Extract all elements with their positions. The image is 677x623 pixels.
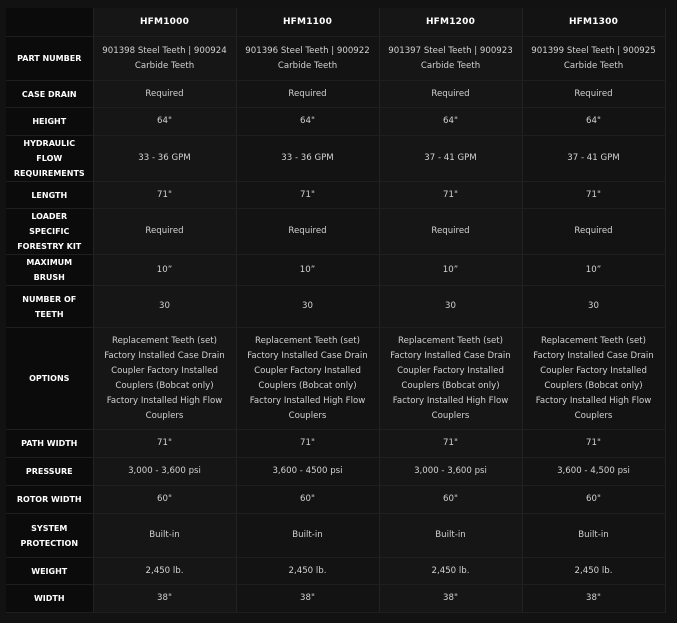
cell-forestry-kit: Required: [236, 209, 379, 255]
cell-system-protection: Built-in: [379, 514, 522, 558]
row-number-of-teeth: [6, 286, 665, 328]
cell-number-of-teeth: 30: [522, 286, 665, 328]
cell-width: 38": [522, 585, 665, 613]
cell-options: [93, 328, 236, 430]
cell-case-drain: Required: [93, 81, 236, 108]
model-header-hfm1100: HFM1100: [236, 8, 379, 37]
row-label: SYSTEM PROTECTION: [6, 514, 93, 558]
cell-height: 64": [236, 108, 379, 136]
option-item: Replacement Teeth (set): [398, 335, 503, 346]
option-item: Factory Installed High Flow: [392, 395, 509, 406]
cell-weight: 2,450 lb.: [522, 558, 665, 585]
row-label: WEIGHT: [6, 558, 93, 585]
row-options: [6, 328, 665, 430]
cell-number-of-teeth: 30: [93, 286, 236, 328]
cell-case-drain: Required: [236, 81, 379, 108]
cell-part-number: 901399 Steel Teeth | 900925 Carbide Teeth: [522, 37, 665, 81]
row-label: HEIGHT: [6, 108, 93, 136]
option-item: Replacement Teeth (set): [112, 335, 217, 346]
cell-part-number: 901398 Steel Teeth | 900924 Carbide Teeth: [93, 37, 236, 81]
cell-maximum-brush: 10”: [93, 255, 236, 286]
option-item: Factory Installed Case Drain: [533, 350, 654, 361]
model-header-hfm1200: HFM1200: [379, 8, 522, 37]
cell-system-protection: Built-in: [236, 514, 379, 558]
option-item: Factory Installed High Flow: [535, 395, 652, 406]
cell-length: 71": [379, 182, 522, 209]
cell-height: 64": [379, 108, 522, 136]
row-weight: [6, 558, 665, 585]
cell-case-drain: Required: [379, 81, 522, 108]
row-width: [6, 585, 665, 613]
cell-weight: 2,450 lb.: [236, 558, 379, 585]
option-item: Replacement Teeth (set): [541, 335, 646, 346]
spec-table-container: [6, 8, 665, 613]
cell-forestry-kit: Required: [93, 209, 236, 255]
row-label: MAXIMUM BRUSH: [6, 255, 93, 286]
cell-forestry-kit: Required: [379, 209, 522, 255]
row-pressure: [6, 458, 665, 486]
row-maximum-brush: [6, 255, 665, 286]
row-length: [6, 182, 665, 209]
header-row: [6, 8, 665, 37]
row-label: OPTIONS: [6, 328, 93, 430]
row-label: ROTOR WIDTH: [6, 486, 93, 514]
row-label: PATH WIDTH: [6, 430, 93, 458]
row-hydraulic-flow: [6, 136, 665, 182]
cell-weight: 2,450 lb.: [379, 558, 522, 585]
cell-path-width: 71": [93, 430, 236, 458]
cell-pressure: 3,000 - 3,600 psi: [93, 458, 236, 486]
cell-path-width: 71": [236, 430, 379, 458]
option-item: Couplers (Bobcat only): [115, 380, 214, 391]
cell-length: 71": [236, 182, 379, 209]
cell-options: [379, 328, 522, 430]
option-item: Couplers: [288, 410, 327, 421]
row-forestry-kit: [6, 209, 665, 255]
cell-width: 38": [236, 585, 379, 613]
option-item: Coupler Factory Installed: [111, 365, 218, 376]
cell-hydraulic-flow: 33 - 36 GPM: [93, 136, 236, 182]
option-item: Factory Installed High Flow: [106, 395, 223, 406]
row-case-drain: [6, 81, 665, 108]
option-item: Coupler Factory Installed: [397, 365, 504, 376]
cell-system-protection: Built-in: [522, 514, 665, 558]
cell-rotor-width: 60": [236, 486, 379, 514]
cell-length: 71": [522, 182, 665, 209]
option-item: Coupler Factory Installed: [540, 365, 647, 376]
cell-height: 64": [93, 108, 236, 136]
cell-width: 38": [379, 585, 522, 613]
cell-hydraulic-flow: 37 - 41 GPM: [379, 136, 522, 182]
option-item: Couplers: [431, 410, 470, 421]
cell-number-of-teeth: 30: [379, 286, 522, 328]
option-item: Replacement Teeth (set): [255, 335, 360, 346]
row-label: NUMBER OF TEETH: [6, 286, 93, 328]
model-header-hfm1000: HFM1000: [93, 8, 236, 37]
row-label: WIDTH: [6, 585, 93, 613]
row-label: LENGTH: [6, 182, 93, 209]
spec-comparison-table: [6, 8, 666, 613]
cell-length: 71": [93, 182, 236, 209]
cell-weight: 2,450 lb.: [93, 558, 236, 585]
cell-hydraulic-flow: 37 - 41 GPM: [522, 136, 665, 182]
cell-part-number: 901397 Steel Teeth | 900923 Carbide Teeth: [379, 37, 522, 81]
cell-rotor-width: 60": [522, 486, 665, 514]
cell-part-number: 901396 Steel Teeth | 900922 Carbide Teeth: [236, 37, 379, 81]
cell-forestry-kit: Required: [522, 209, 665, 255]
cell-path-width: 71": [379, 430, 522, 458]
cell-path-width: 71": [522, 430, 665, 458]
option-item: Coupler Factory Installed: [254, 365, 361, 376]
row-label: HYDRAULIC FLOW REQUIREMENTS: [6, 136, 93, 182]
cell-system-protection: Built-in: [93, 514, 236, 558]
cell-rotor-width: 60": [93, 486, 236, 514]
row-label: PRESSURE: [6, 458, 93, 486]
option-item: Factory Installed Case Drain: [247, 350, 368, 361]
option-item: Couplers: [145, 410, 184, 421]
cell-maximum-brush: 10”: [236, 255, 379, 286]
model-header-hfm1300: HFM1300: [522, 8, 665, 37]
cell-maximum-brush: 10”: [522, 255, 665, 286]
row-part-number: [6, 37, 665, 81]
option-item: Factory Installed Case Drain: [390, 350, 511, 361]
option-item: Couplers (Bobcat only): [544, 380, 643, 391]
row-system-protection: [6, 514, 665, 558]
row-rotor-width: [6, 486, 665, 514]
cell-number-of-teeth: 30: [236, 286, 379, 328]
cell-maximum-brush: 10”: [379, 255, 522, 286]
header-corner: [6, 8, 93, 37]
cell-hydraulic-flow: 33 - 36 GPM: [236, 136, 379, 182]
cell-width: 38": [93, 585, 236, 613]
cell-rotor-width: 60": [379, 486, 522, 514]
cell-height: 64": [522, 108, 665, 136]
cell-options: [522, 328, 665, 430]
row-path-width: [6, 430, 665, 458]
cell-case-drain: Required: [522, 81, 665, 108]
row-label: LOADER SPECIFIC FORESTRY KIT: [6, 209, 93, 255]
cell-pressure: 3,600 - 4,500 psi: [522, 458, 665, 486]
option-item: Factory Installed Case Drain: [104, 350, 225, 361]
cell-pressure: 3,600 - 4500 psi: [236, 458, 379, 486]
cell-options: [236, 328, 379, 430]
option-item: Couplers (Bobcat only): [401, 380, 500, 391]
row-label: PART NUMBER: [6, 37, 93, 81]
cell-pressure: 3,000 - 3,600 psi: [379, 458, 522, 486]
row-height: [6, 108, 665, 136]
row-label: CASE DRAIN: [6, 81, 93, 108]
option-item: Factory Installed High Flow: [249, 395, 366, 406]
option-item: Couplers (Bobcat only): [258, 380, 357, 391]
option-item: Couplers: [574, 410, 613, 421]
